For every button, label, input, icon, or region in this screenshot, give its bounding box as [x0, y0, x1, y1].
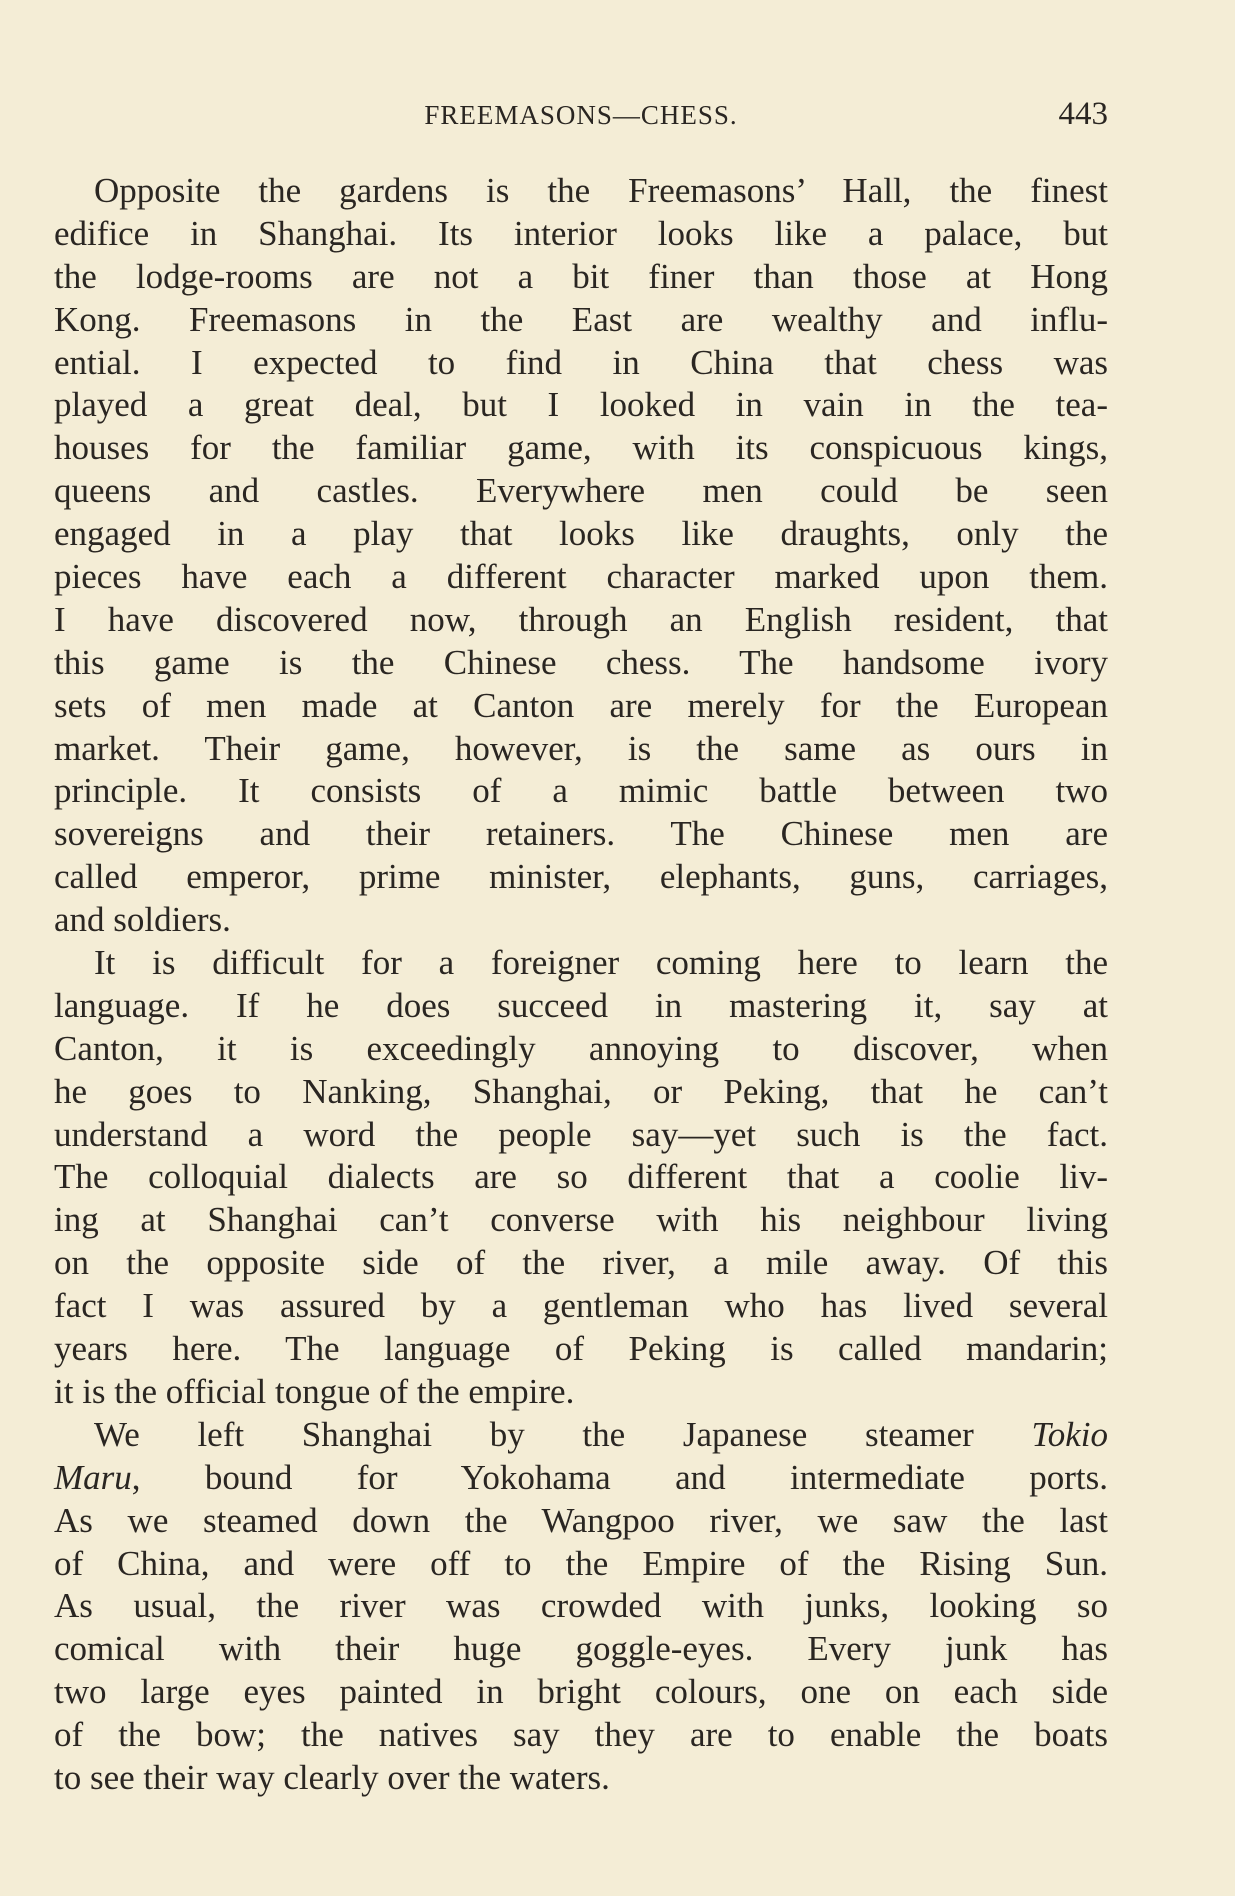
text-line: queens and castles. Everywhere men could be seen	[54, 471, 1108, 511]
text-line: It is difficult for a foreigner coming here to learn the	[94, 943, 1108, 983]
text-line: fact I was assured by a gentleman who has lived several	[54, 1286, 1108, 1326]
text-line: Kong. Freemasons in the East are wealthy and influ-	[54, 299, 1108, 339]
body-text	[54, 170, 1108, 1800]
text-line: ential. I expected to find in China that chess was	[54, 342, 1108, 382]
text-line: called emperor, prime minister, elephants, guns, carriages,	[54, 857, 1108, 897]
page-header	[54, 96, 1108, 136]
text-line: of China, and were off to the Empire of the Rising Sun.	[54, 1543, 1108, 1583]
text-line: sets of men made at Canton are merely for the European	[54, 685, 1108, 725]
text-line: The colloquial dialects are so different that a coolie liv-	[54, 1157, 1108, 1197]
text-line: Canton, it is exceedingly annoying to discover, when	[54, 1028, 1108, 1068]
text-line: and soldiers.	[54, 900, 231, 940]
text-line: on the opposite side of the river, a mile away. Of this	[54, 1243, 1108, 1283]
text-line: it is the official tongue of the empire.	[54, 1371, 575, 1411]
running-head: FREEMASONS—CHESS.	[424, 100, 738, 130]
text-line: ing at Shanghai can’t converse with his neighbour living	[54, 1200, 1108, 1240]
page-number: 443	[1058, 96, 1108, 132]
ship-name-italic: Tokio	[1031, 1414, 1108, 1454]
text-line	[54, 1414, 1108, 1457]
text-line: As usual, the river was crowded with junks, looking so	[54, 1586, 1108, 1626]
text-line: two large eyes painted in bright colours, one on each side	[54, 1672, 1108, 1712]
text-segment: We left Shanghai by the Japanese steamer	[94, 1414, 1032, 1454]
text-line: to see their way clearly over the waters.	[54, 1757, 610, 1797]
text-line	[54, 1457, 1108, 1500]
text-line: comical with their huge goggle-eyes. Every junk has	[54, 1629, 1108, 1669]
text-line: the lodge-rooms are not a bit finer than those at Hong	[54, 256, 1108, 296]
text-line: played a great deal, but I looked in vain in the tea-	[54, 385, 1108, 425]
text-line: pieces have each a different character marked upon them.	[54, 557, 1108, 597]
text-line: principle. It consists of a mimic battle between two	[54, 771, 1108, 811]
text-line: sovereigns and their retainers. The Chinese men are	[54, 814, 1108, 854]
text-line: houses for the familiar game, with its conspicuous kings,	[54, 428, 1108, 468]
text-line: market. Their game, however, is the same as ours in	[54, 728, 1108, 768]
text-line: language. If he does succeed in mastering it, say at	[54, 985, 1108, 1025]
text-line: understand a word the people say—yet such is the fact.	[54, 1114, 1108, 1154]
text-line: of the bow; the natives say they are to enable the boats	[54, 1715, 1108, 1755]
text-line: he goes to Nanking, Shanghai, or Peking, that he can’t	[54, 1071, 1108, 1111]
text-line: Opposite the gardens is the Freemasons’ Hall, the finest	[94, 171, 1108, 210]
text-line: As we steamed down the Wangpoo river, we saw the last	[54, 1500, 1108, 1540]
ship-name-italic: Maru	[54, 1457, 132, 1497]
text-line: engaged in a play that looks like draughts, only the	[54, 514, 1108, 554]
text-line: this game is the Chinese chess. The handsome ivory	[54, 642, 1108, 682]
text-line: I have discovered now, through an English resident, that	[54, 599, 1108, 639]
text-line: years here. The language of Peking is called mandarin;	[54, 1329, 1108, 1369]
text-line: edifice in Shanghai. Its interior looks like a palace, but	[54, 213, 1108, 253]
text-segment: , bound for Yokohama and intermediate ports.	[131, 1457, 1108, 1497]
